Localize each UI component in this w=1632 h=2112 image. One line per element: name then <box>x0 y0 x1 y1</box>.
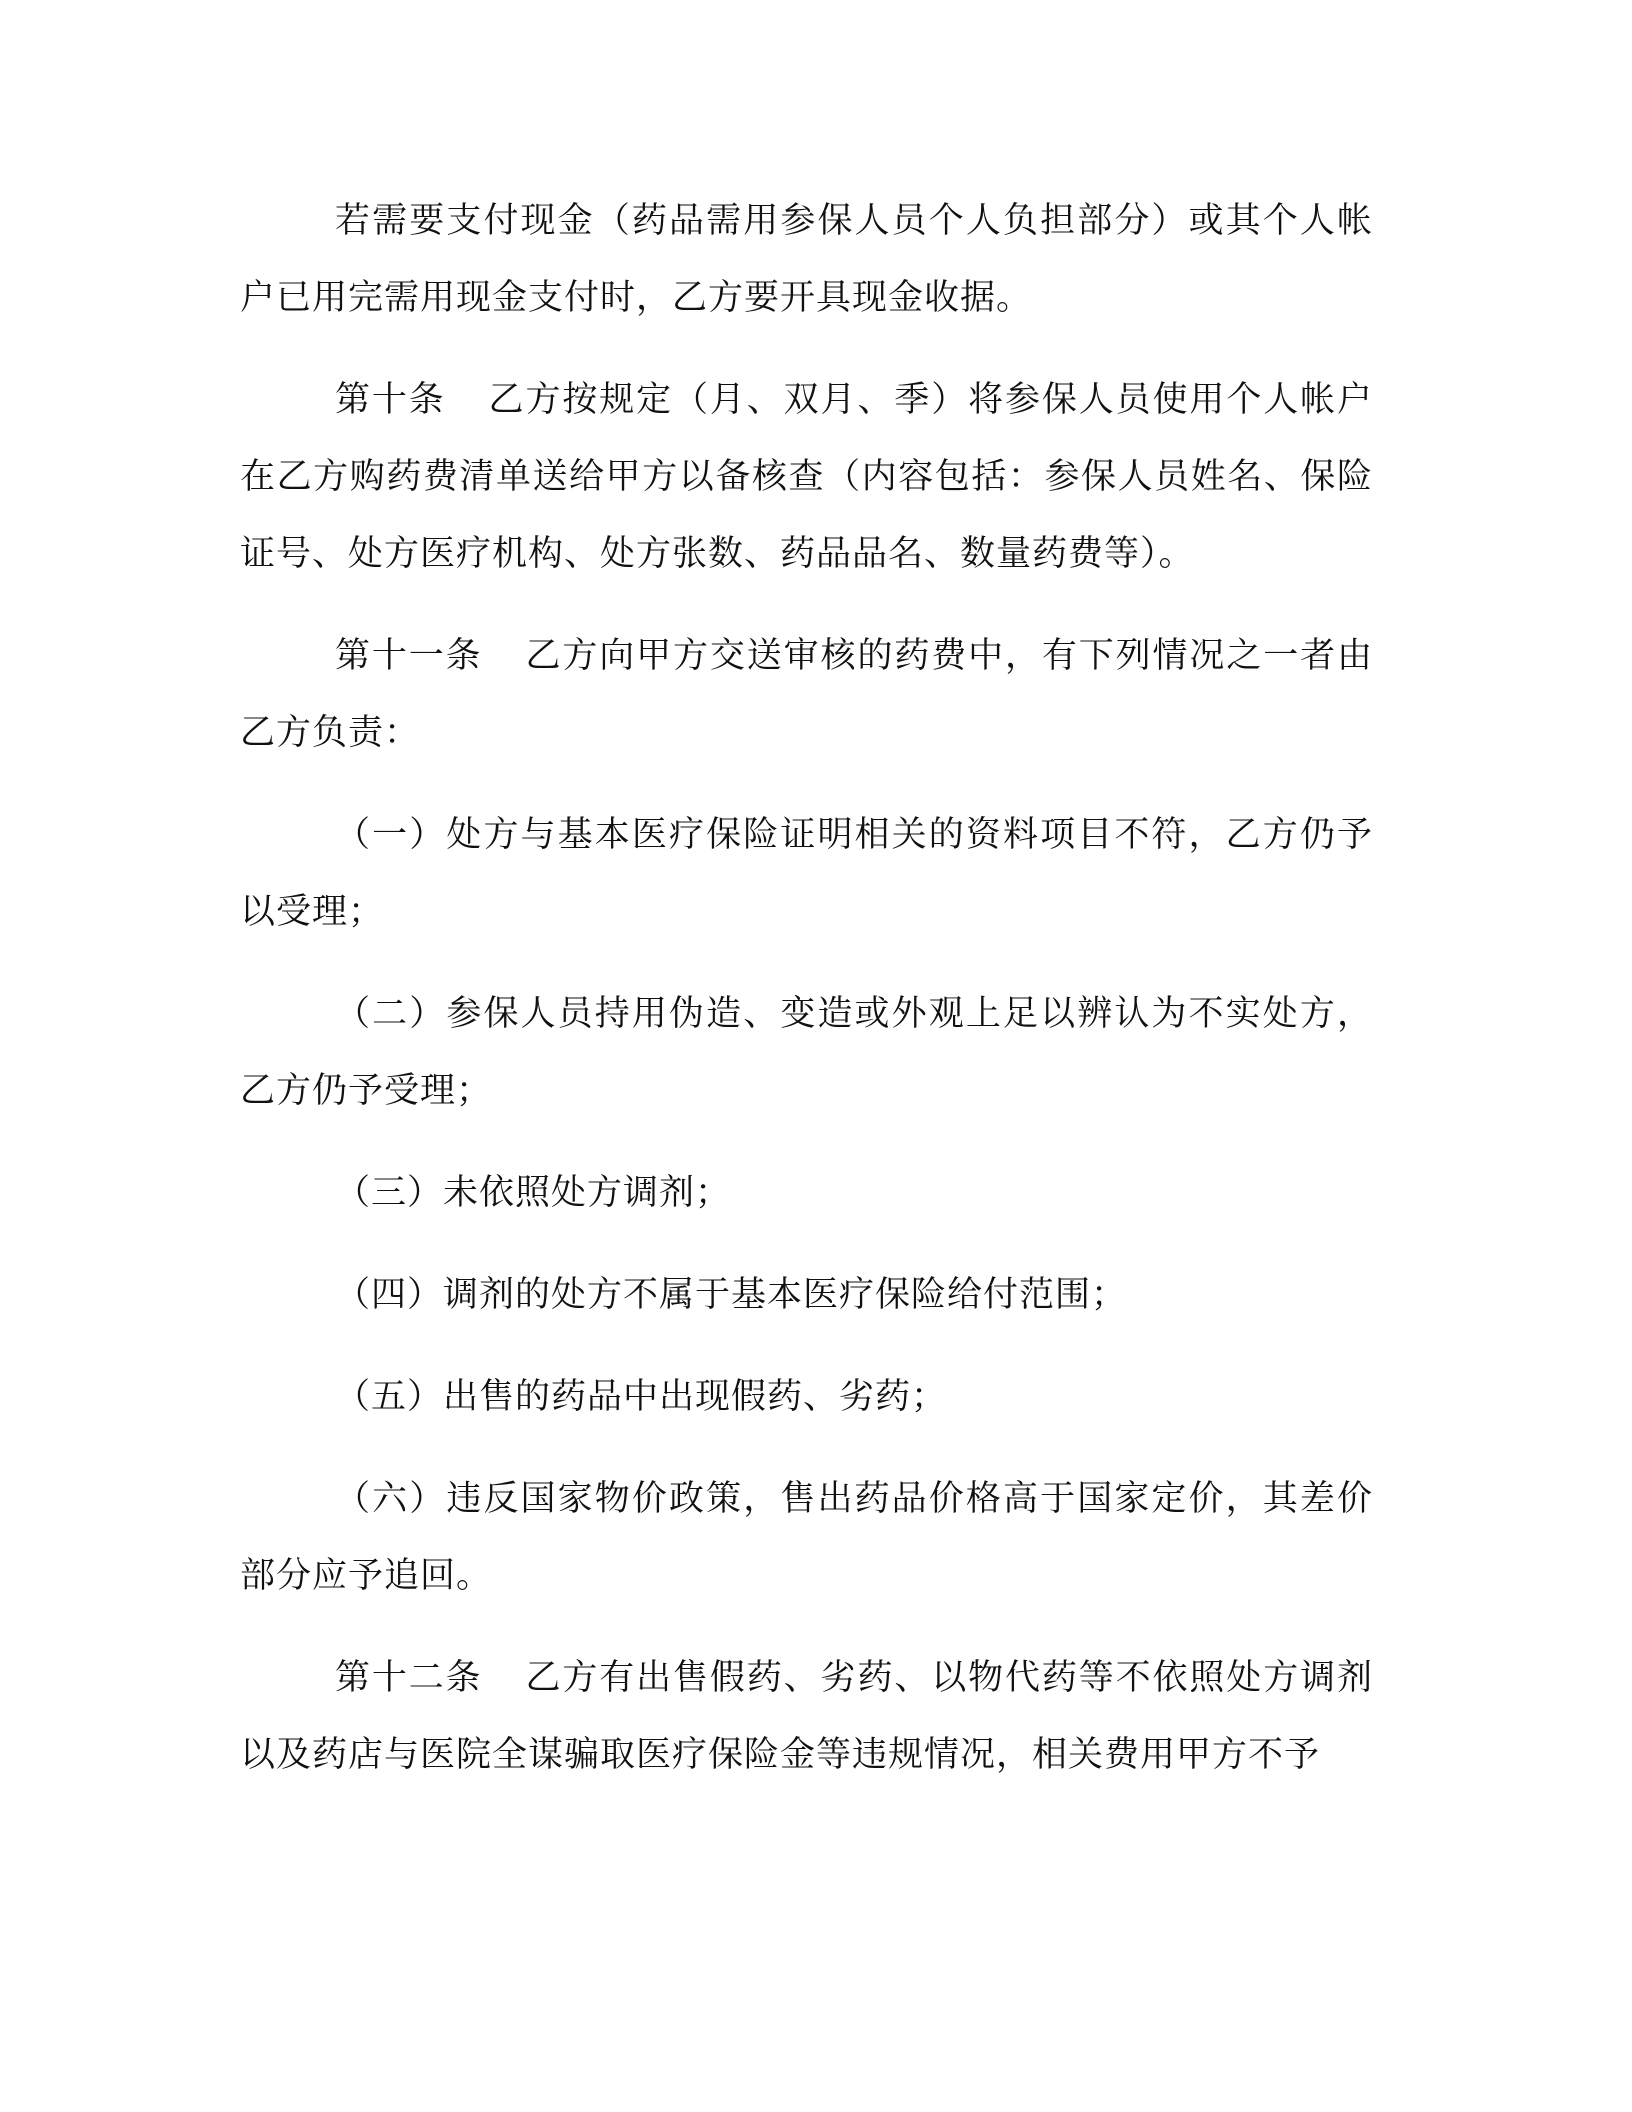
list-item-6 <box>240 1461 1373 1615</box>
list-item-3 <box>240 1155 1373 1232</box>
article-number: 第十条 <box>335 380 446 420</box>
list-item-text: （六）违反国家物价政策，售出药品价格高于国家定价，其差价部分应予追回。 <box>240 1479 1373 1596</box>
list-item-1 <box>240 797 1373 951</box>
list-item-2 <box>240 976 1373 1130</box>
paragraph-text: 乙方按规定（月、双月、季）将参保人员使用个人帐户在乙方购药费清单送给甲方以备核查（内容包括：参保人员姓名、保险证号、处方医疗机构、处方张数、药品品名、数量药费等）。 <box>240 380 1373 574</box>
list-item-5 <box>240 1359 1373 1436</box>
article-number: 第十一条 <box>335 636 483 676</box>
list-item-text: （五）出售的药品中出现假药、劣药； <box>335 1377 948 1417</box>
paragraph-text: 乙方向甲方交送审核的药费中，有下列情况之一者由乙方负责： <box>240 636 1373 753</box>
paragraph-article-11 <box>240 618 1373 772</box>
article-number: 第十二条 <box>335 1658 483 1698</box>
list-item-text: （四）调剂的处方不属于基本医疗保险给付范围； <box>335 1275 1128 1315</box>
document-body <box>240 183 1373 1794</box>
list-item-text: （二）参保人员持用伪造、变造或外观上足以辨认为不实处方，乙方仍予受理； <box>240 994 1373 1111</box>
list-item-4 <box>240 1257 1373 1334</box>
paragraph-cash-payment <box>240 183 1373 337</box>
paragraph-text: 乙方有出售假药、劣药、以物代药等不依照处方调剂以及药店与医院全谋骗取医疗保险金等违规情况，相关费用甲方不予 <box>240 1658 1373 1775</box>
paragraph-text: 若需要支付现金（药品需用参保人员个人负担部分）或其个人帐户已用完需用现金支付时，乙方要开具现金收据。 <box>240 201 1373 318</box>
list-item-text: （三）未依照处方调剂； <box>335 1173 732 1213</box>
list-item-text: （一）处方与基本医疗保险证明相关的资料项目不符，乙方仍予以受理； <box>240 815 1373 932</box>
paragraph-article-12 <box>240 1640 1373 1794</box>
paragraph-article-10 <box>240 362 1373 593</box>
